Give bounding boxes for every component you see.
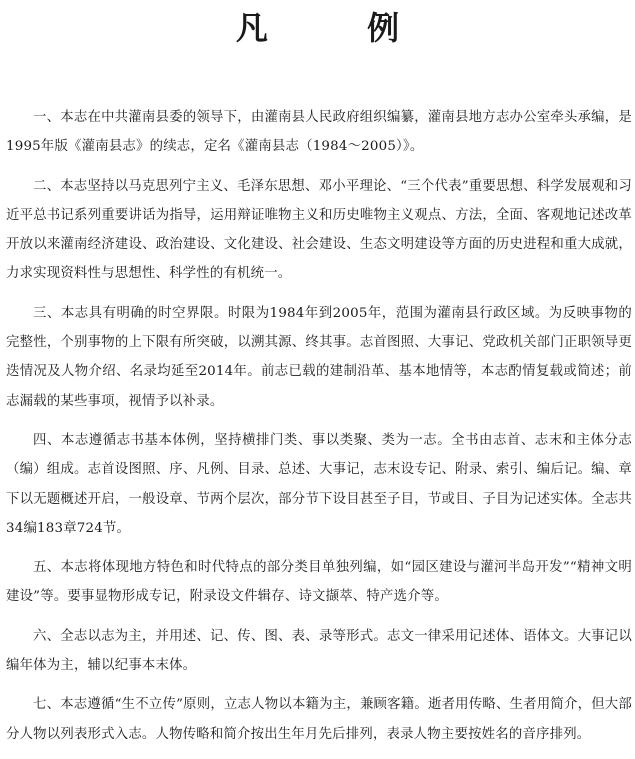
paragraph-7: 七、本志遵循“生不立传”原则，立志人物以本籍为主，兼顾客籍。逝者用传略、生者用简介，但大部分人物以列表形式入志。人物传略和简介按出生年月先后排列，表录人物主要按姓名的音序排列。: [6, 697, 632, 742]
paragraph-2: 二、本志坚持以马克思列宁主义、毛泽东思想、邓小平理论、“三个代表”重要思想、科学发展观和习近平总书记系列重要讲话为指导，运用辩证唯物主义和历史唯物主义观点、方法，全面、客观地记述改革开放以来灌南经济建设、政治建设、文化建设、社会建设、生态文明建设等方面的历史进程和重大成就，力求实现资料性与思想性、科学性的有机统一。: [6, 178, 632, 282]
page-title: 凡 例: [235, 9, 444, 47]
paragraph-5: 五、本志将体现地方特色和时代特点的部分类目单独列编，如“园区建设与灌河半岛开发”“精神文明建设”等。要事显物形成专记，附录设文件辑存、诗文撷萃、特产选介等。: [6, 560, 632, 605]
paragraph-3: 三、本志具有明确的时空界限。时限为1984年到2005年，范围为灌南县行政区域。为反映事物的完整性，个别事物的上下限有所突破，以溯其源、终其事。志首图照、大事记、党政机关部门正职领导更迭情况及人物介绍、名录均延至2014年。前志已载的建制沿革、基本地情等，本志酌情复载或简述；前志漏载的某些事项，视情予以补录。: [6, 305, 632, 409]
paragraph-1: 一、本志在中共灌南县委的领导下，由灌南县人民政府组织编纂，灌南县地方志办公室牵头承编，是1995年版《灌南县志》的续志，定名《灌南县志（1984〜2005）》。: [6, 110, 632, 155]
paragraph-4: 四、本志遵循志书基本体例，坚持横排门类、事以类聚、类为一志。全书由志首、志末和主体分志（编）组成。志首设图照、序、凡例、目录、总述、大事记，志末设专记、附录、索引、编后记。编、章下以无题概述开启，一般设章、节两个层次，部分节下设目甚至子目，节或目、子目为记述实体。全志共34编183章724节。: [6, 432, 632, 536]
body-text: [6, 103, 632, 759]
paragraph-6: 六、全志以志为主，并用述、记、传、图、表、录等形式。志文一律采用记述体、语体文。大事记以编年体为主，辅以纪事本末体。: [6, 628, 632, 674]
